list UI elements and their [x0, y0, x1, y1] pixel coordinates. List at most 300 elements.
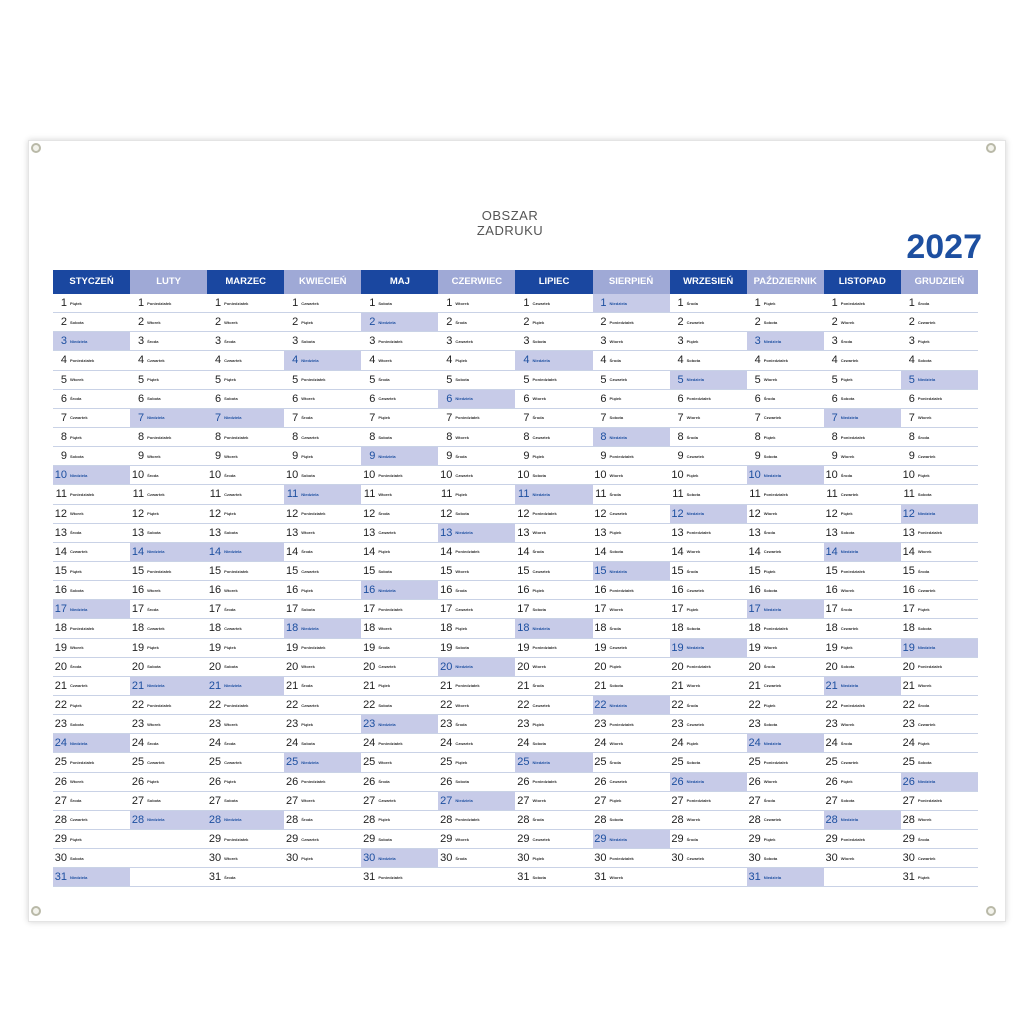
weekday-name: Niedziela	[609, 300, 627, 306]
day-cell	[207, 658, 284, 677]
day-number: 27	[208, 794, 222, 807]
weekday-name: Niedziela	[917, 377, 936, 383]
weekday-name: Wtorek	[609, 338, 624, 344]
day-cell	[901, 390, 978, 409]
weekday-name: Czwartek	[378, 396, 396, 402]
weekday-name: Środa	[686, 434, 698, 440]
day-cell	[207, 485, 284, 504]
weekday-name: Wtorek	[840, 855, 855, 861]
day-number: 11	[209, 488, 222, 501]
day-number: 3	[831, 335, 838, 348]
day-cell	[824, 619, 901, 638]
day-cell	[207, 811, 284, 830]
day-number: 18	[131, 622, 145, 635]
day-cell	[361, 428, 438, 447]
weekday-name: Sobota	[224, 664, 238, 670]
weekday-name: Niedziela	[840, 817, 859, 823]
weekday-name: Czwartek	[378, 530, 396, 536]
day-number: 15	[440, 565, 453, 578]
day-cell	[53, 371, 130, 390]
weekday-name: Poniedziałek	[455, 817, 480, 823]
day-number: 1	[446, 297, 453, 310]
day-number: 8	[369, 431, 376, 444]
day-cell	[361, 294, 438, 313]
day-number: 23	[285, 718, 299, 731]
day-number: 28	[131, 813, 145, 826]
day-cell	[130, 734, 207, 753]
day-number: 7	[523, 411, 530, 424]
day-cell	[901, 715, 978, 734]
day-cell	[670, 849, 747, 868]
weekday-name: Piątek	[763, 836, 776, 842]
day-cell	[515, 868, 592, 887]
weekday-name: Piątek	[378, 817, 391, 823]
day-number: 27	[748, 794, 761, 807]
day-cell	[593, 543, 670, 562]
day-number: 8	[446, 431, 453, 444]
weekday-name: Piątek	[455, 491, 468, 497]
day-cell	[130, 428, 207, 447]
weekday-name: Środa	[301, 549, 313, 555]
weekday-name: Wtorek	[455, 434, 469, 440]
weekday-name: Poniedziałek	[455, 415, 480, 421]
day-number: 10	[285, 469, 299, 482]
month-header: LISTOPAD	[824, 270, 901, 294]
day-number: 3	[600, 335, 607, 348]
weekday-name: Sobota	[917, 357, 932, 363]
weekday-name: Środa	[378, 779, 390, 785]
day-number: 19	[825, 641, 838, 654]
weekday-name: Środa	[840, 606, 853, 612]
day-cell	[53, 868, 130, 887]
day-cell	[53, 351, 130, 370]
day-cell	[361, 351, 438, 370]
day-number: 5	[215, 373, 222, 386]
day-cell	[593, 811, 670, 830]
day-cell	[207, 600, 284, 619]
day-number: 9	[523, 450, 530, 463]
weekday-name: Piątek	[455, 357, 468, 363]
day-cell	[438, 428, 515, 447]
weekday-name: Sobota	[763, 587, 778, 593]
day-cell	[824, 830, 901, 849]
weekday-name: Sobota	[224, 396, 238, 402]
weekday-name: Poniedziałek	[378, 874, 403, 880]
day-number: 8	[215, 431, 222, 444]
weekday-name: Niedziela	[532, 759, 550, 765]
day-number: 10	[440, 469, 453, 482]
weekday-name: Czwartek	[455, 740, 473, 746]
day-cell	[670, 696, 747, 715]
day-cell	[824, 696, 901, 715]
day-cell	[130, 505, 207, 524]
day-number: 12	[363, 507, 376, 520]
day-cell	[207, 371, 284, 390]
day-cell	[593, 294, 670, 313]
day-number: 22	[594, 699, 607, 712]
day-number: 23	[208, 718, 222, 731]
day-number: 3	[137, 335, 145, 348]
weekday-name: Niedziela	[147, 817, 165, 823]
day-number: 14	[902, 545, 915, 558]
day-number: 14	[748, 545, 761, 558]
weekday-name: Piątek	[455, 625, 468, 631]
day-cell	[824, 715, 901, 734]
weekday-name: Poniedziałek	[455, 683, 480, 689]
day-number: 11	[672, 488, 684, 501]
day-number: 25	[208, 756, 222, 769]
day-number: 9	[908, 450, 915, 463]
day-number: 18	[54, 622, 67, 635]
weekday-name: Niedziela	[763, 606, 782, 612]
day-cell	[361, 447, 438, 466]
day-number: 30	[285, 852, 299, 865]
day-number: 31	[54, 871, 67, 884]
weekday-name: Niedziela	[224, 817, 242, 823]
day-cell	[901, 600, 978, 619]
weekday-name: Piątek	[70, 836, 82, 842]
weekday-name: Sobota	[532, 874, 547, 880]
day-cell	[284, 658, 361, 677]
day-cell	[670, 505, 747, 524]
day-number: 24	[825, 737, 838, 750]
weekday-name: Wtorek	[917, 549, 932, 555]
day-number: 19	[594, 641, 607, 654]
weekday-name: Poniedziałek	[301, 377, 326, 383]
day-number: 17	[54, 603, 67, 616]
day-number: 19	[285, 641, 299, 654]
day-cell	[515, 600, 592, 619]
day-number: 7	[600, 411, 607, 424]
day-number: 26	[748, 775, 761, 788]
day-cell	[901, 830, 978, 849]
day-number: 2	[600, 316, 607, 329]
day-cell	[515, 371, 592, 390]
day-number: 3	[677, 335, 684, 348]
weekday-name: Wtorek	[455, 836, 469, 842]
day-number: 1	[908, 297, 915, 310]
day-number: 21	[748, 679, 761, 692]
weekday-name: Sobota	[70, 721, 84, 727]
day-cell	[824, 639, 901, 658]
weekday-name: Wtorek	[455, 568, 469, 574]
day-number: 21	[825, 679, 838, 692]
weekday-name: Poniedziałek	[224, 836, 249, 842]
day-number: 21	[131, 679, 145, 692]
weekday-name: Czwartek	[763, 683, 782, 689]
day-cell	[207, 351, 284, 370]
day-cell	[284, 792, 361, 811]
weekday-name: Czwartek	[532, 300, 551, 306]
day-cell	[207, 581, 284, 600]
weekday-name: Niedziela	[763, 874, 782, 880]
weekday-name: Wtorek	[532, 664, 547, 670]
weekday-name: Niedziela	[532, 625, 550, 631]
day-number: 1	[292, 297, 299, 310]
day-number: 15	[748, 565, 761, 578]
day-cell	[824, 332, 901, 351]
day-cell	[284, 313, 361, 332]
weekday-name: Sobota	[301, 606, 315, 612]
day-number: 4	[137, 354, 145, 367]
day-number: 2	[369, 316, 376, 329]
weekday-name: Czwartek	[840, 625, 859, 631]
day-cell	[53, 830, 130, 849]
day-number: 18	[825, 622, 838, 635]
day-number: 11	[363, 488, 376, 501]
weekday-name: Sobota	[609, 817, 624, 823]
day-cell	[593, 639, 670, 658]
weekday-name: Wtorek	[378, 625, 392, 631]
day-number: 3	[446, 335, 453, 348]
day-cell	[130, 447, 207, 466]
day-cell	[901, 581, 978, 600]
weekday-name: Środa	[455, 721, 467, 727]
weekday-name: Czwartek	[840, 491, 859, 497]
weekday-name: Sobota	[532, 606, 547, 612]
weekday-name: Środa	[301, 683, 313, 689]
day-number: 21	[54, 679, 67, 692]
empty-day-cell	[130, 849, 207, 868]
day-number: 7	[215, 411, 222, 424]
day-number: 8	[831, 431, 838, 444]
day-cell	[284, 409, 361, 428]
day-number: 24	[208, 737, 222, 750]
weekday-name: Wtorek	[301, 798, 315, 804]
weekday-name: Piątek	[224, 779, 236, 785]
day-cell	[438, 792, 515, 811]
day-number: 25	[285, 756, 299, 769]
day-cell	[438, 600, 515, 619]
weekday-name: Sobota	[763, 855, 778, 861]
day-number: 19	[54, 641, 67, 654]
day-number: 27	[825, 794, 838, 807]
day-number: 24	[748, 737, 761, 750]
day-number: 26	[902, 775, 915, 788]
weekday-name: Środa	[70, 530, 82, 536]
day-number: 17	[363, 603, 376, 616]
day-cell	[53, 466, 130, 485]
day-cell	[53, 485, 130, 504]
day-cell	[901, 734, 978, 753]
weekday-name: Wtorek	[378, 759, 392, 765]
day-cell	[747, 696, 824, 715]
day-cell	[361, 505, 438, 524]
weekday-name: Poniedziałek	[686, 798, 711, 804]
day-cell	[593, 830, 670, 849]
weekday-name: Niedziela	[455, 664, 473, 670]
weekday-name: Piątek	[840, 779, 853, 785]
weekday-name: Piątek	[301, 587, 314, 593]
weekday-name: Piątek	[224, 645, 236, 651]
day-number: 13	[285, 526, 299, 539]
day-cell	[284, 600, 361, 619]
weekday-name: Poniedziałek	[455, 549, 480, 555]
day-number: 13	[671, 526, 684, 539]
weekday-name: Niedziela	[147, 549, 165, 555]
day-number: 10	[363, 469, 376, 482]
day-number: 5	[600, 373, 607, 386]
day-cell	[515, 658, 592, 677]
weekday-name: Piątek	[532, 587, 545, 593]
day-number: 7	[754, 411, 761, 424]
day-cell	[824, 428, 901, 447]
day-number: 28	[517, 813, 530, 826]
weekday-name: Wtorek	[378, 357, 392, 363]
day-cell	[361, 715, 438, 734]
weekday-name: Piątek	[532, 721, 545, 727]
weekday-name: Sobota	[840, 396, 855, 402]
day-cell	[361, 639, 438, 658]
weekday-name: Środa	[224, 606, 236, 612]
day-cell	[670, 734, 747, 753]
day-number: 28	[748, 813, 761, 826]
weekday-name: Niedziela	[840, 549, 859, 555]
day-cell	[284, 581, 361, 600]
day-number: 30	[902, 852, 915, 865]
month-header: STYCZEŃ	[53, 270, 130, 294]
day-number: 22	[440, 699, 453, 712]
month-column	[438, 270, 515, 887]
weekday-name: Sobota	[147, 530, 161, 536]
month-column	[901, 270, 978, 887]
month-header: GRUDZIEŃ	[901, 270, 978, 294]
day-number: 7	[446, 411, 453, 424]
day-number: 27	[131, 794, 145, 807]
day-cell	[824, 543, 901, 562]
day-cell	[593, 677, 670, 696]
day-cell	[207, 830, 284, 849]
weekday-name: Piątek	[147, 377, 159, 383]
day-number: 28	[902, 813, 915, 826]
day-cell	[53, 524, 130, 543]
weekday-name: Piątek	[378, 549, 391, 555]
day-cell	[747, 792, 824, 811]
weekday-name: Środa	[455, 855, 467, 861]
weekday-name: Sobota	[917, 491, 932, 497]
weekday-name: Czwartek	[609, 511, 628, 517]
day-cell	[670, 581, 747, 600]
day-cell	[824, 371, 901, 390]
day-number: 12	[517, 507, 530, 520]
day-cell	[747, 600, 824, 619]
weekday-name: Piątek	[532, 453, 545, 459]
day-number: 20	[440, 660, 453, 673]
day-number: 29	[594, 833, 607, 845]
day-number: 17	[671, 603, 684, 616]
day-number: 27	[285, 794, 299, 807]
day-cell	[361, 581, 438, 600]
day-number: 26	[131, 775, 145, 788]
day-cell	[593, 868, 670, 887]
day-number: 20	[902, 660, 915, 673]
weekday-name: Poniedziałek	[609, 453, 634, 459]
weekday-name: Czwartek	[147, 625, 165, 631]
day-cell	[593, 390, 670, 409]
day-number: 11	[903, 488, 915, 501]
day-cell	[361, 466, 438, 485]
weekday-name: Piątek	[609, 396, 622, 402]
day-number: 4	[908, 354, 915, 367]
weekday-name: Środa	[917, 702, 930, 708]
day-number: 7	[369, 411, 376, 424]
day-cell	[747, 677, 824, 696]
weekday-name: Wtorek	[301, 530, 315, 536]
day-number: 31	[517, 871, 530, 884]
day-number: 8	[137, 431, 145, 444]
day-cell	[747, 543, 824, 562]
day-cell	[747, 619, 824, 638]
weekday-name: Czwartek	[224, 625, 242, 631]
day-cell	[361, 677, 438, 696]
weekday-name: Niedziela	[686, 377, 704, 383]
day-number: 6	[831, 392, 838, 405]
day-number: 16	[902, 584, 915, 597]
day-cell	[824, 524, 901, 543]
day-number: 19	[208, 641, 222, 654]
weekday-name: Czwartek	[224, 357, 242, 363]
day-number: 18	[748, 622, 761, 635]
weekday-name: Piątek	[763, 434, 776, 440]
day-number: 20	[671, 660, 684, 673]
weekday-name: Wtorek	[532, 530, 547, 536]
day-number: 19	[748, 641, 761, 654]
weekday-name: Wtorek	[532, 798, 547, 804]
day-cell	[901, 868, 978, 887]
day-number: 28	[363, 813, 376, 826]
day-number: 28	[671, 813, 684, 826]
day-cell	[824, 677, 901, 696]
day-cell	[438, 811, 515, 830]
day-cell	[438, 466, 515, 485]
day-cell	[53, 543, 130, 562]
weekday-name: Wtorek	[686, 817, 701, 823]
day-cell	[901, 447, 978, 466]
weekday-name: Poniedziałek	[763, 491, 788, 497]
day-number: 24	[671, 737, 684, 750]
grommet-top-left	[31, 143, 41, 153]
grommet-bottom-right	[986, 906, 996, 916]
weekday-name: Niedziela	[224, 415, 242, 421]
day-number: 9	[60, 450, 67, 463]
weekday-name: Niedziela	[455, 798, 473, 804]
weekday-name: Środa	[532, 415, 544, 421]
day-cell	[361, 371, 438, 390]
weekday-name: Piątek	[840, 645, 853, 651]
day-cell	[53, 811, 130, 830]
day-number: 9	[215, 450, 222, 463]
weekday-name: Sobota	[455, 377, 469, 383]
day-number: 20	[748, 660, 761, 673]
day-number: 7	[292, 411, 299, 424]
weekday-name: Sobota	[147, 664, 161, 670]
day-cell	[207, 773, 284, 792]
weekday-name: Sobota	[301, 740, 315, 746]
weekday-name: Wtorek	[840, 453, 855, 459]
day-cell	[824, 849, 901, 868]
day-number: 23	[594, 718, 607, 731]
weekday-name: Niedziela	[378, 453, 396, 459]
day-number: 29	[825, 833, 838, 845]
day-cell	[53, 619, 130, 638]
day-cell	[438, 830, 515, 849]
day-cell	[130, 543, 207, 562]
weekday-name: Niedziela	[70, 874, 88, 880]
day-cell	[901, 696, 978, 715]
weekday-name: Piątek	[147, 511, 159, 517]
day-cell	[207, 792, 284, 811]
day-number: 22	[825, 699, 838, 712]
